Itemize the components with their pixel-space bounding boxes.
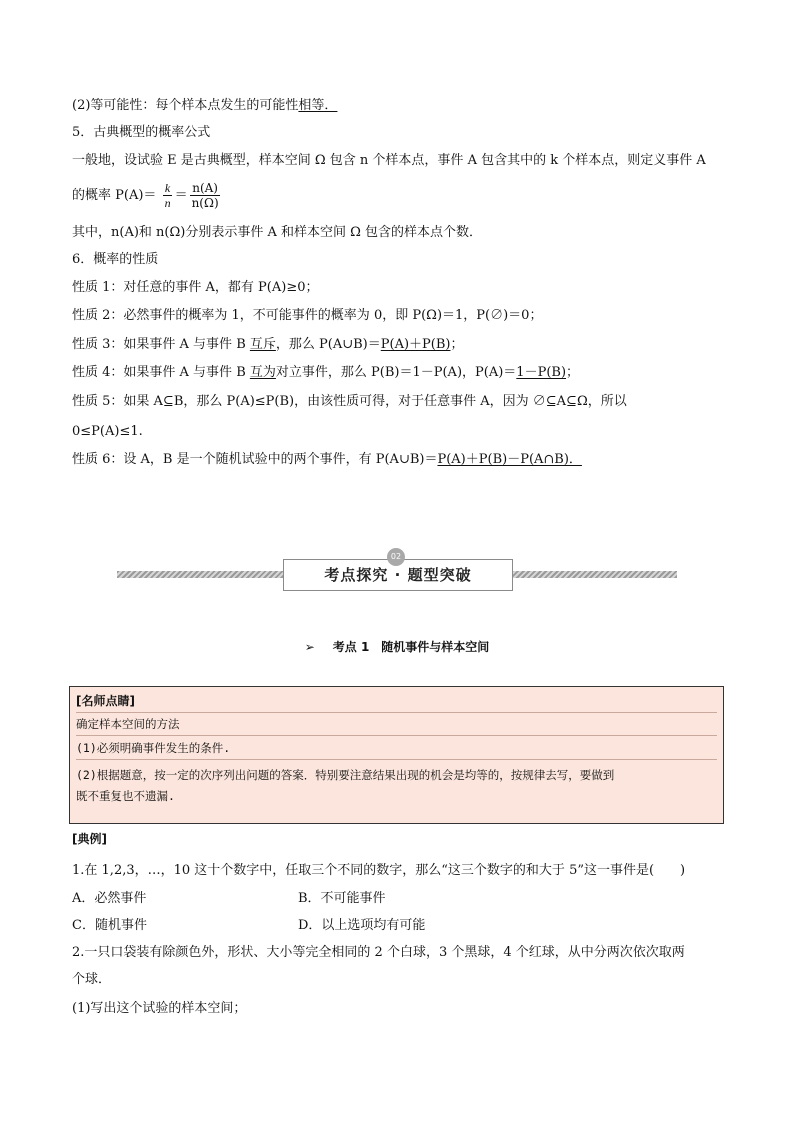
text-span: 性质 6：设 A，B 是一个随机试验中的两个事件，有 P(A∪B)＝: [72, 452, 438, 467]
arrow-icon: ➢: [304, 640, 315, 654]
banner-stripe-left: [117, 571, 283, 578]
text-span: ；: [566, 365, 580, 380]
example-heading: [典例]: [72, 832, 107, 846]
text-line: 其中，n(A)和 n(Ω)分别表示事件 A 和样本空间 Ω 包含的样本点个数．: [72, 225, 483, 240]
text-line: 性质 1：对任意的事件 A，都有 P(A)≥0；: [72, 280, 319, 295]
underlined-answer: 互斥: [249, 337, 276, 352]
fraction-denominator: n(Ω): [191, 196, 219, 210]
text-span: (2)等可能性：每个样本点发生的可能性: [72, 98, 299, 113]
underlined-answer: 互为: [249, 365, 276, 380]
fraction: [163, 181, 173, 210]
underlined-answer: 1－P(B): [516, 365, 567, 380]
section-banner: [117, 552, 677, 594]
question-2-cont: 个球．: [72, 972, 112, 987]
teacher-tip-box: [69, 686, 724, 824]
tip-row-line: (2)根据题意，按一定的次序列出问题的答案．特别要注意结果出现的机会是均等的，按规律去写，要做到: [76, 768, 615, 782]
text-span: ＝: [174, 188, 188, 203]
banner-title: 考点探究 · 题型突破: [283, 559, 513, 591]
underlined-answer: 相等．: [298, 98, 338, 113]
text-span: ；: [450, 337, 464, 352]
fraction-denominator: n: [164, 196, 171, 210]
fraction: [190, 181, 221, 210]
tip-heading-row: [76, 691, 717, 713]
text-line: 一般地，设试验 E 是古典概型，样本空间 Ω 包含 n 个样本点，事件 A 包含其中的 k 个样本点，则定义事件 A: [72, 153, 706, 168]
topic-title: [0, 638, 794, 655]
tip-heading: [名师点睛]: [76, 694, 135, 708]
section-heading: 5．古典概型的概率公式: [72, 125, 211, 140]
text-line: 0≤P(A)≤1.: [72, 424, 143, 439]
topic-title-text: 考点 1 随机事件与样本空间: [332, 640, 490, 654]
underlined-answer: P(A)＋P(B): [380, 337, 451, 352]
text-line: [72, 364, 579, 382]
question-2-part-1: (1)写出这个试验的样本空间；: [72, 1001, 247, 1016]
text-line: [72, 97, 337, 115]
fraction-numerator: k: [164, 181, 171, 195]
question-1: 1.在 1,2,3，…，10 这十个数字中，任取三个不同的数字，那么“这三个数字的和大于 5”这一事件是( ): [72, 863, 686, 878]
formula-line: [72, 178, 223, 214]
fraction-numerator: n(A): [192, 181, 218, 195]
section-heading: 6．概率的性质: [72, 252, 159, 267]
text-line: [72, 451, 582, 469]
text-line: 性质 2：必然事件的概率为 1，不可能事件的概率为 0，即 P(Ω)＝1，P(∅)＝0；: [72, 308, 543, 323]
tip-row-line: 既不重复也不遗漏.: [76, 789, 175, 803]
text-span: 性质 4：如果事件 A 与事件 B: [72, 365, 250, 380]
text-span: 的概率 P(A)＝: [72, 188, 157, 203]
underlined-answer: P(A)＋P(B)－P(A∩B)．: [437, 452, 582, 467]
option-a: A．必然事件: [72, 891, 147, 906]
text-span: 性质 3：如果事件 A 与事件 B: [72, 337, 250, 352]
option-b: B．不可能事件: [298, 891, 386, 906]
tip-row: 确定样本空间的方法: [76, 714, 717, 736]
option-c: C．随机事件: [72, 918, 147, 933]
text-line: [72, 336, 464, 354]
text-span: 对立事件，那么 P(B)＝1－P(A)，P(A)＝: [275, 365, 517, 380]
banner-stripe-right: [511, 571, 677, 578]
text-span: ，那么 P(A∪B)＝: [275, 337, 381, 352]
text-line: 性质 5：如果 A⊆B，那么 P(A)≤P(B)，由该性质可得，对于任意事件 A，因为 ∅⊆A⊆Ω，所以: [72, 394, 627, 409]
option-d: D．以上选项均有可能: [298, 918, 426, 933]
banner-badge: 02: [387, 548, 405, 566]
tip-row: [76, 765, 717, 807]
tip-row: (1)必须明确事件发生的条件.: [76, 738, 717, 760]
question-2: 2.一只口袋装有除颜色外，形状、大小等完全相同的 2 个白球，3 个黑球，4 个红球，从中分两次依次取两: [72, 945, 685, 960]
